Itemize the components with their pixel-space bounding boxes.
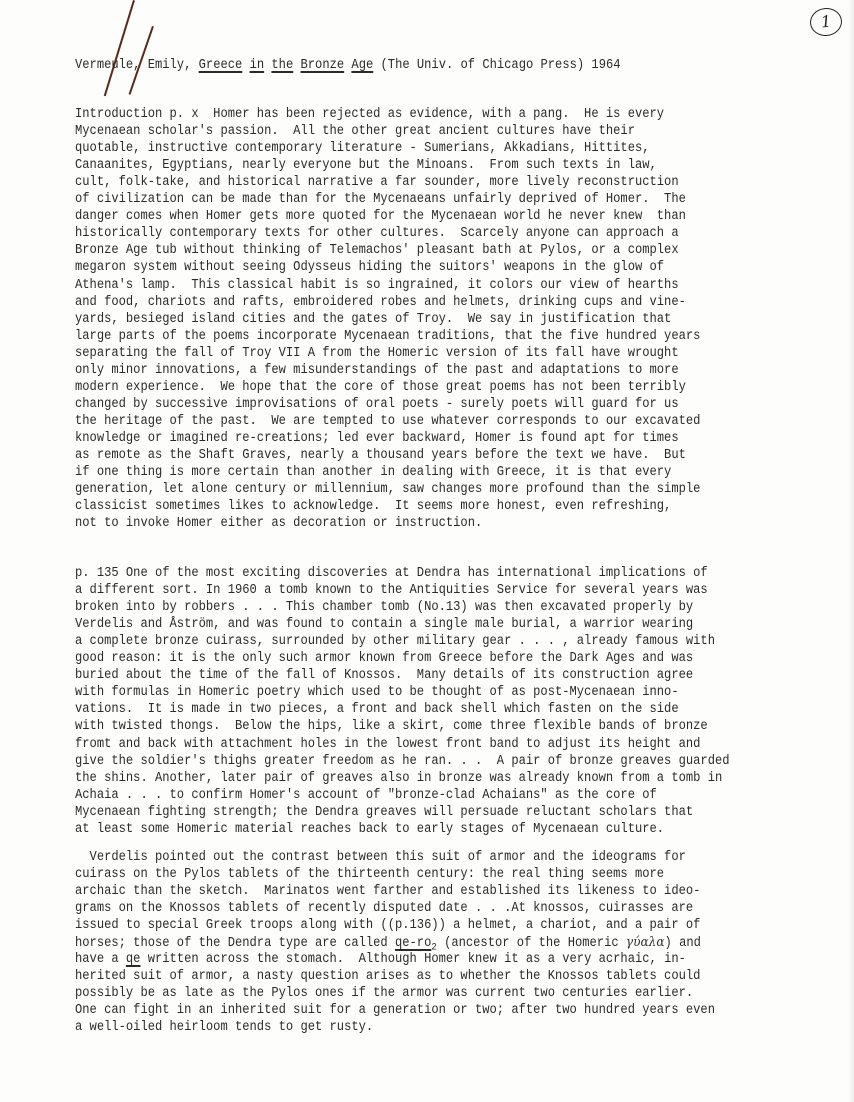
citation-title-word: Bronze [300,58,345,73]
text-line: herited suit of armor, a nasty question arises as to whether the Knossos tablets could [75,969,701,984]
text-line: One can fight in an inherited suit for a generation or two; after two hundred years even [75,1003,715,1019]
text-line: a complete bronze cuirass, surrounded by other military gear . . . , already famous with [75,634,715,650]
text-line: the shins. Another, later pair of greaves also in bronze was already known from a tomb in [75,770,723,786]
text-line: as remote as the Shaft Graves, nearly a thousand years before the text we have. But [75,448,686,463]
linear-b-term: qe-ro [394,936,432,951]
line-text: have a [75,952,126,967]
text-line: danger comes when Homer gets more quoted for the Mycenaean world he never knew than [75,209,686,225]
text-line: with twisted thongs. Below the hips, like a skirt, come three flexible bands of bronze [75,719,708,735]
text-line: Introduction p. x Homer has been rejected as evidence, with a pang. He is every [75,107,665,122]
citation-author: Vermeule, Emily, [75,58,192,73]
handwritten-slash-mark [104,0,135,96]
line-text: horses; those of the Dendra type are called [75,936,395,951]
text-line: not to invoke Homer either as decoration or instruction. [75,516,483,532]
text-line: fromt and back with attachment holes in the lowest front band to adjust its height and [75,736,701,752]
text-line: if one thing is more certain than another in dealing with Greece, it is that every [75,465,672,481]
text-line: Verdelis and Åström, and was found to contain a single male burial, a warrior wearing [75,617,694,633]
text-line: Achaia . . . to confirm Homer's account of "bronze-clad Achaians" as the core of [75,787,657,803]
text-line: of civilization can be made than for the Mycenaeans unfairly deprived of Homer. The [75,192,686,208]
citation-title-word: the [271,58,294,73]
text-line [75,952,686,968]
text-line: the heritage of the past. We are tempted to use whatever corresponds to our excavated [75,413,701,429]
citation-title-word: Age [351,58,374,73]
text-line: vations. It is made in two pieces, a front and back shell which fasten on the side [75,702,679,718]
line-text: (ancestor of the Homeric [436,936,626,951]
text-line: generation, let alone century or millennium, saw changes more profound than the simple [75,482,701,498]
citation-line [75,58,621,74]
scan-edge-shadow [848,0,854,1102]
text-line: grams on the Knossos tablets of recently disputed date . . .At knossos, cuirasses are [75,901,694,917]
text-line: p. 135 One of the most exciting discoveries at Dendra has international implications of [75,566,708,581]
text-line: yards, besieged island cities and the gates of Troy. We say in justification that [75,311,672,327]
text-line: at least some Homeric material reaches back to early stages of Mycenaean culture. [75,821,665,837]
text-line: issued to special Greek troops along with ((p.136)) a helmet, a chariot, and a pair of [75,918,701,934]
text-line: Canaanites, Egyptians, nearly everyone but the Minoans. From such texts in law, [75,158,657,174]
linear-b-term: qe [125,952,141,967]
text-line: changed by successive improvisations of oral poets - surely poets will guard for us [75,396,679,412]
linear-b-subscript: 2 [431,942,437,954]
text-line: Mycenaean fighting strength; the Dendra greaves will persuade reluctant scholars that [75,804,694,820]
text-line: good reason: it is the only such armor known from Greece before the Dark Ages and was [75,651,694,667]
text-line: separating the fall of Troy VII A from the Homeric version of its fall have wrought [75,345,679,361]
text-line: possibly be as late as the Pylos ones if the armor was current two centuries earlier. [75,986,694,1002]
line-text: written across the stomach. Although Homer knew it as a very acrhaic, in- [140,952,686,967]
text-line: Verdelis pointed out the contrast between this suit of armor and the ideograms for [75,850,686,865]
text-line: archaic than the sketch. Marinatos went farther and established its likeness to ideo- [75,884,701,900]
text-line: broken into by robbers . . . This chamber tomb (No.13) was then excavated properly by [75,600,694,616]
text-line: historically contemporary texts for other cultures. Scarcely anyone can approach a [75,226,679,242]
text-line: cult, folk-take, and historical narrative a far sounder, more lively reconstruction [75,175,679,191]
citation-publisher: (The Univ. of Chicago Press) 1964 [380,58,621,73]
text-line: a well-oiled heirloom tends to get rusty. [75,1020,374,1036]
line-text: ) and [664,936,701,951]
handwritten-greek-word: γύαλα [625,935,665,950]
text-line: cuirass on the Pylos tablets of the thirteenth century: the real thing seems more [75,867,665,883]
text-line: quotable, instructive contemporary literature - Sumerians, Akkadians, Hittites, [75,141,650,157]
text-line: with formulas in Homeric poetry which used to be thought of as post-Mycenaean inno- [75,685,679,701]
text-line: classicist sometimes likes to acknowledge. It seems more honest, even refreshing, [75,499,672,515]
text-line: only minor innovations, a few misunderstandings of the past and adaptations to more [75,362,679,378]
text-line: Athena's lamp. This classical habit is so ingrained, it colors our view of hearths [75,277,679,293]
text-line: knowledge or imagined re-creations; led ever backward, Homer is found apt for times [75,430,679,446]
text-line: a different sort. In 1960 a tomb known to the Antiquities Service for several years was [75,583,708,599]
text-line: buried about the time of the fall of Knossos. Many details of its construction agree [75,668,694,684]
text-line: megaron system without seeing Odysseus hiding the suitors' weapons in the glow of [75,260,665,276]
text-line: Bronze Age tub without thinking of Telemachos' pleasant bath at Pylos, or a complex [75,243,679,259]
text-line: Mycenaean scholar's passion. All the other great ancient cultures have their [75,124,635,140]
text-line: give the soldier's thighs greater freedom as he ran. . . A pair of bronze greaves guarded [75,753,730,769]
text-line: modern experience. We hope that the core of those great poems has not been terribly [75,379,686,395]
citation-title-word: in [249,58,265,73]
page-number-marker: 1 [809,6,844,37]
text-line: and food, chariots and rafts, embroidered robes and helmets, drinking cups and vine- [75,294,686,310]
text-line: large parts of the poems incorporate Mycenaean traditions, that the five hundred years [75,328,701,344]
citation-title-word: Greece [198,58,243,73]
